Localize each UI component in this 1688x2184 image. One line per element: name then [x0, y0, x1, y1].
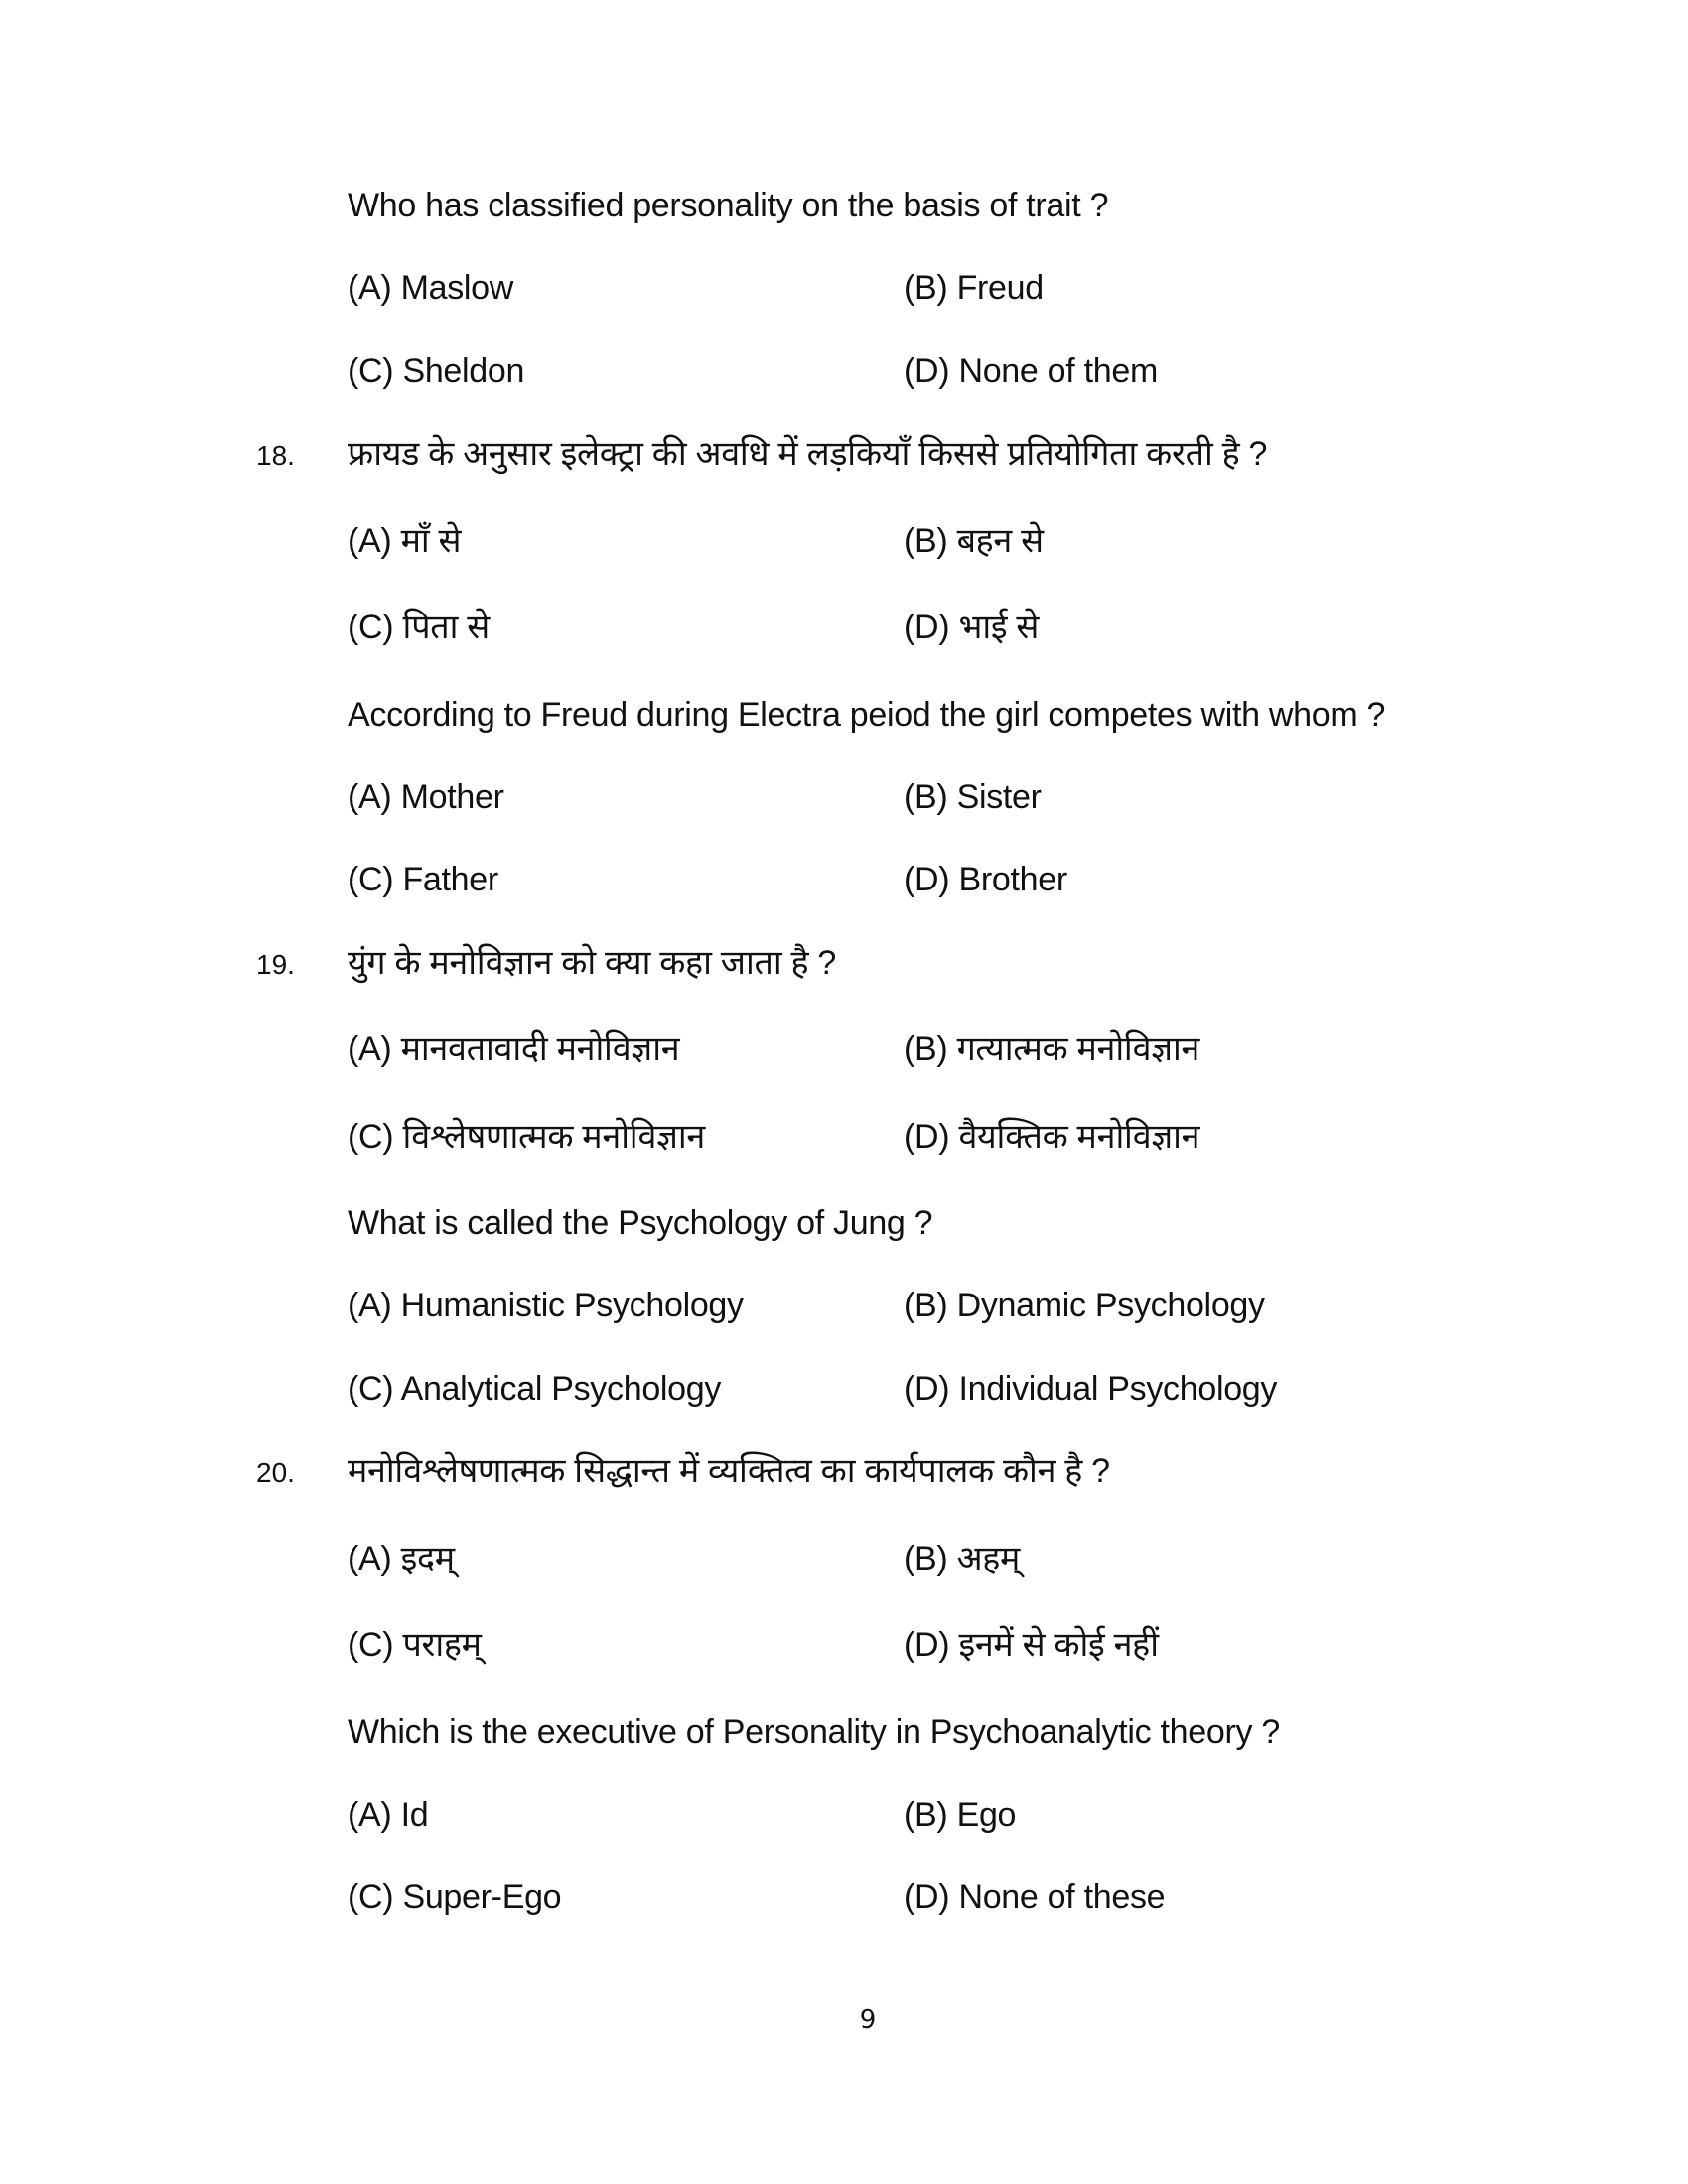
option-18-hi-d: (D) भाई से	[904, 609, 1040, 646]
question-number-19: 19.	[256, 949, 295, 980]
option-20-en-d: (D) None of these	[904, 1878, 1166, 1916]
option-17-en-d: (D) None of them	[904, 352, 1158, 390]
option-17-en-a: (A) Maslow	[348, 269, 514, 307]
option-20-en-a: (A) Id	[348, 1796, 429, 1834]
option-18-en-b: (B) Sister	[904, 778, 1042, 816]
option-18-en-c: (C) Father	[348, 861, 498, 898]
option-18-hi-a: (A) माँ से	[348, 522, 462, 560]
option-17-en-b: (B) Freud	[904, 269, 1044, 307]
option-18-hi-c: (C) पिता से	[348, 609, 490, 646]
option-20-hi-b: (B) अहम्	[904, 1540, 1021, 1577]
question-18-hi: फ्रायड के अनुसार इलेक्ट्रा की अवधि में लड़कियाँ किससे प्रतियोगिता करती है ?	[348, 435, 1268, 473]
question-19-hi: युंग के मनोविज्ञान को क्या कहा जाता है ?	[348, 944, 837, 982]
option-18-en-d: (D) Brother	[904, 861, 1067, 898]
question-17-en: Who has classified personality on the basis of trait ?	[348, 187, 1109, 224]
option-17-en-c: (C) Sheldon	[348, 352, 525, 390]
option-19-hi-d: (D) वैयक्तिक मनोविज्ञान	[904, 1118, 1200, 1156]
option-19-hi-c: (C) विश्लेषणात्मक मनोविज्ञान	[348, 1118, 705, 1156]
option-19-en-a: (A) Humanistic Psychology	[348, 1287, 744, 1324]
option-19-en-d: (D) Individual Psychology	[904, 1370, 1278, 1408]
option-18-en-a: (A) Mother	[348, 778, 504, 816]
question-number-18: 18.	[256, 440, 295, 471]
option-20-hi-a: (A) इदम्	[348, 1540, 455, 1577]
option-20-hi-c: (C) पराहम्	[348, 1626, 482, 1664]
option-20-hi-d: (D) इनमें से कोई नहीं	[904, 1626, 1159, 1664]
question-20-hi: मनोविश्लेषणात्मक सिद्धान्त में व्यक्तित्व का कार्यपालक कौन है ?	[348, 1452, 1110, 1490]
option-20-en-b: (B) Ego	[904, 1796, 1017, 1834]
option-19-en-b: (B) Dynamic Psychology	[904, 1287, 1265, 1324]
question-18-en: According to Freud during Electra peiod the girl competes with whom ?	[348, 696, 1386, 734]
option-19-hi-a: (A) मानवतावादी मनोविज्ञान	[348, 1030, 680, 1068]
option-19-en-c: (C) Analytical Psychology	[348, 1370, 722, 1408]
option-20-en-c: (C) Super-Ego	[348, 1878, 562, 1916]
page-number: 9	[859, 2005, 877, 2035]
option-19-hi-b: (B) गत्यात्मक मनोविज्ञान	[904, 1030, 1200, 1068]
question-number-20: 20.	[256, 1457, 295, 1488]
question-20-en: Which is the executive of Personality in Psychoanalytic theory ?	[348, 1713, 1280, 1751]
question-19-en: What is called the Psychology of Jung ?	[348, 1204, 933, 1242]
option-18-hi-b: (B) बहन से	[904, 522, 1044, 560]
